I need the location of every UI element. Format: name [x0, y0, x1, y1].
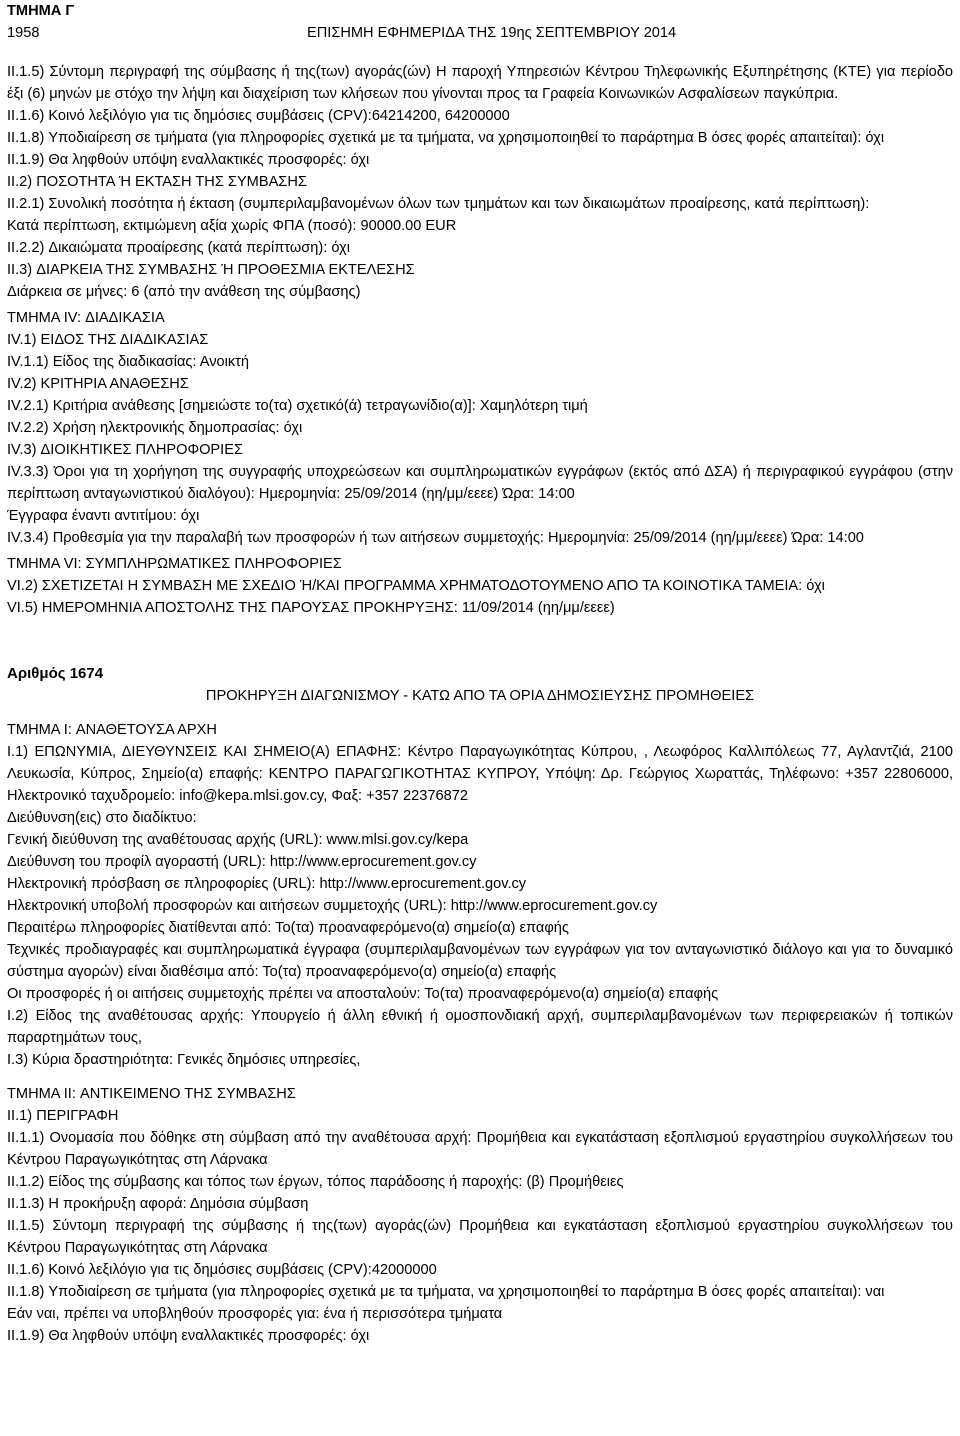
paragraph: Έγγραφα έναντι αντιτίμου: όχι — [7, 508, 200, 524]
paragraph: IV.1.1) Είδος της διαδικασίας: Ανοικτή — [7, 354, 250, 370]
section-label: ΤΜΗΜΑ Γ — [7, 3, 75, 19]
paragraph: II.2.2) Δικαιώματα προαίρεσης (κατά περίπτωση): όχι — [7, 240, 350, 256]
procedure-block — [7, 307, 953, 549]
paragraph: II.1.9) Θα ληφθούν υπόψη εναλλακτικές προσφορές: όχι — [7, 1328, 370, 1344]
paragraph: Εάν ναι, πρέπει να υποβληθούν προσφορές για: ένα ή περισσότερα τμήματα — [7, 1306, 503, 1322]
paragraph: IV.3) ΔΙΟΙΚΗΤΙΚΕΣ ΠΛΗΡΟΦΟΡΙΕΣ — [7, 442, 243, 458]
paragraph: Περαιτέρω πληροφορίες διατίθενται από: Το(τα) προαναφερόμενο(α) σημείο(α) επαφής — [7, 920, 569, 936]
paragraph: Κατά περίπτωση, εκτιμώμενη αξία χωρίς ΦΠΑ (ποσό): 90000.00 EUR — [7, 218, 457, 234]
document-body — [7, 61, 953, 1347]
paragraph: II.1) ΠΕΡΙΓΡΑΦΗ — [7, 1108, 119, 1124]
paragraph: I.1) ΕΠΩΝΥΜΙΑ, ΔΙΕΥΘΥΝΣΕΙΣ ΚΑΙ ΣΗΜΕΙΟ(Α) ΕΠΑΦΗΣ: Κέντρο Παραγωγικότητας Κύπρου, , Λεωφόρος Καλλιπόλεως 77, Αγλαντζιά, 2100 Λευκωσία, Κύπρος, Σημείο(α) επαφής: ΚΕΝΤΡΟ ΠΑΡΑΓΩΓΙΚΟΤΗΤΑΣ ΚΥΠΡΟΥ, Υπόψη: Δρ. Γεώργιος Χωραττάς, Τηλέφωνο: +357 22806000, Ηλεκτρονικό ταχυδρομείο: info@kepa.mlsi.gov.cy, Φαξ: +357 22376872 — [7, 744, 953, 804]
contract-object-block — [7, 1083, 953, 1347]
section-heading: ΤΜΗΜΑ II: ΑΝΤΙΚΕΙΜΕΝΟ ΤΗΣ ΣΥΜΒΑΣΗΣ — [7, 1086, 296, 1102]
paragraph: II.1.6) Κοινό λεξιλόγιο για τις δημόσιες συμβάσεις (CPV):42000000 — [7, 1262, 437, 1278]
gazette-title: ΕΠΙΣΗΜΗ ΕΦΗΜΕΡΙΔΑ ΤΗΣ 19ης ΣΕΠΤΕΜΒΡΙΟΥ 2014 — [307, 25, 677, 41]
paragraph: II.1.1) Ονομασία που δόθηκε στη σύμβαση από την αναθέτουσα αρχή: Προμήθεια και εγκατάσταση εξοπλισμού εργαστηρίου συγκολλήσεων του Κέντρου Παραγωγικότητας στη Λάρνακα — [7, 1130, 953, 1168]
paragraph: II.2) ΠΟΣΟΤΗΤΑ Ή ΕΚΤΑΣΗ ΤΗΣ ΣΥΜΒΑΣΗΣ — [7, 174, 307, 190]
paragraph: Γενική διεύθυνση της αναθέτουσας αρχής (URL): www.mlsi.gov.cy/kepa — [7, 832, 469, 848]
paragraph: II.1.8) Υποδιαίρεση σε τμήματα (για πληροφορίες σχετικά με τα τμήματα, να χρησιμοποιηθεί το παράρτημα Β όσες φορές απαιτείται): ναι — [7, 1284, 885, 1300]
paragraph: IV.2) ΚΡΙΤΗΡΙΑ ΑΝΑΘΕΣΗΣ — [7, 376, 189, 392]
paragraph: II.1.8) Υποδιαίρεση σε τμήματα (για πληροφορίες σχετικά με τα τμήματα, να χρησιμοποιηθεί το παράρτημα Β όσες φορές απαιτείται): όχι — [7, 130, 885, 146]
section-heading: ΤΜΗΜΑ IV: ΔΙΑΔΙΚΑΣΙΑ — [7, 310, 165, 326]
paragraph: Οι προσφορές ή οι αιτήσεις συμμετοχής πρέπει να αποσταλούν: Το(τα) προαναφερόμενο(α) σημείο(α) επαφής — [7, 986, 719, 1002]
paragraph: Τεχνικές προδιαγραφές και συμπληρωματικά έγγραφα (συμπεριλαμβανομένων των εγγράφων για τον ανταγωνιστικό διάλογο και για το δυναμικό σύστημα αγορών) είναι διαθέσιμα από: Το(τα) προαναφερόμενο(α) σημείο(α) επαφής — [7, 942, 953, 980]
section-heading: ΤΜΗΜΑ VI: ΣΥΜΠΛΗΡΩΜΑΤΙΚΕΣ ΠΛΗΡΟΦΟΡΙΕΣ — [7, 556, 342, 572]
paragraph: IV.3.3) Όροι για τη χορήγηση της συγγραφής υποχρεώσεων και συμπληρωματικών εγγράφων (εκτός από ΔΣΑ) ή περιγραφικού εγγράφου (στην περίπτωση ανταγωνιστικού διαλόγου): Ημερομηνία: 25/09/2014 (ηη/μμ/εεεε) Ώρα: 14:00 — [7, 464, 953, 502]
paragraph: Διεύθυνση(εις) στο διαδίκτυο: — [7, 810, 197, 826]
paragraph: II.1.6) Κοινό λεξιλόγιο για τις δημόσιες συμβάσεις (CPV):64214200, 64200000 — [7, 108, 510, 124]
additional-info-block — [7, 553, 953, 619]
paragraph: Ηλεκτρονική πρόσβαση σε πληροφορίες (URL): http://www.eprocurement.gov.cy — [7, 876, 527, 892]
paragraph: VI.2) ΣΧΕΤΙΖΕΤΑΙ Η ΣΥΜΒΑΣΗ ΜΕ ΣΧΕΔΙΟ Ή/ΚΑΙ ΠΡΟΓΡΑΜΜΑ ΧΡΗΜΑΤΟΔΟΤΟΥΜΕΝΟ ΑΠΟ ΤΑ ΚΟΙΝΟΤΙΚΑ ΤΑΜΕΙΑ: όχι — [7, 578, 825, 594]
contract-description-block — [7, 61, 953, 303]
paragraph: II.1.3) Η προκήρυξη αφορά: Δημόσια σύμβαση — [7, 1196, 309, 1212]
paragraph: Ηλεκτρονική υποβολή προσφορών και αιτήσεων συμμετοχής (URL): http://www.eprocurement.gov.cy — [7, 898, 658, 914]
notice-number: Αριθμός 1674 — [7, 665, 104, 682]
paragraph: I.3) Κύρια δραστηριότητα: Γενικές δημόσιες υπηρεσίες, — [7, 1052, 361, 1068]
paragraph: I.2) Είδος της αναθέτουσας αρχής: Υπουργείο ή άλλη εθνική ή ομοσπονδιακή αρχή, συμπεριλαμβανομένων των περιφερειακών ή τοπικών παραρτημάτων τους, — [7, 1008, 953, 1046]
paragraph: II.1.9) Θα ληφθούν υπόψη εναλλακτικές προσφορές: όχι — [7, 152, 370, 168]
paragraph: Διεύθυνση του προφίλ αγοραστή (URL): http://www.eprocurement.gov.cy — [7, 854, 477, 870]
paragraph: II.1.5) Σύντομη περιγραφή της σύμβασης ή της(των) αγοράς(ών) Προμήθεια και εγκατάσταση εξοπλισμού εργαστηρίου συγκολλήσεων του Κέντρου Παραγωγικότητας στη Λάρνακα — [7, 1218, 953, 1256]
section-heading: ΤΜΗΜΑ I: ΑΝΑΘΕΤΟΥΣΑ ΑΡΧΗ — [7, 722, 217, 738]
paragraph: IV.2.1) Κριτήρια ανάθεσης [σημειώστε το(τα) σχετικό(ά) τετραγωνίδιο(α)]: Χαμηλότερη τιμή — [7, 398, 588, 414]
page-number: 1958 — [7, 25, 40, 41]
paragraph: VI.5) ΗΜΕΡΟΜΗΝΙΑ ΑΠΟΣΤΟΛΗΣ ΤΗΣ ΠΑΡΟΥΣΑΣ ΠΡΟΚΗΡΥΞΗΣ: 11/09/2014 (ηη/μμ/εεεε) — [7, 600, 615, 616]
paragraph: IV.3.4) Προθεσμία για την παραλαβή των προσφορών ή των αιτήσεων συμμετοχής: Ημερομηνία: 25/09/2014 (ηη/μμ/εεεε) Ώρα: 14:00 — [7, 530, 864, 546]
paragraph: IV.1) ΕΙΔΟΣ ΤΗΣ ΔΙΑΔΙΚΑΣΙΑΣ — [7, 332, 209, 348]
notice-header — [7, 663, 953, 707]
paragraph: II.2.1) Συνολική ποσότητα ή έκταση (συμπεριλαμβανομένων όλων των τμημάτων και των δικαιωμάτων προαίρεσης, κατά περίπτωση): — [7, 196, 870, 212]
paragraph: II.3) ΔΙΑΡΚΕΙΑ ΤΗΣ ΣΥΜΒΑΣΗΣ Ή ΠΡΟΘΕΣΜΙΑ ΕΚΤΕΛΕΣΗΣ — [7, 262, 415, 278]
paragraph: Διάρκεια σε μήνες: 6 (από την ανάθεση της σύμβασης) — [7, 284, 361, 300]
contracting-authority-block — [7, 719, 953, 1071]
paragraph: IV.2.2) Χρήση ηλεκτρονικής δημοπρασίας: όχι — [7, 420, 303, 436]
paragraph: II.1.2) Είδος της σύμβασης και τόπος των έργων, τόπος παράδοσης ή παροχής: (β) Προμήθειες — [7, 1174, 624, 1190]
notice-title: ΠΡΟΚΗΡΥΞΗ ΔΙΑΓΩΝΙΣΜΟΥ - ΚΑΤΩ ΑΠΟ ΤΑ ΟΡΙΑ ΔΗΜΟΣΙΕΥΣΗΣ ΠΡΟΜΗΘΕΙΕΣ — [205, 688, 755, 704]
paragraph: II.1.5) Σύντομη περιγραφή της σύμβασης ή της(των) αγοράς(ών) Η παροχή Υπηρεσιών Κέντρου Τηλεφωνικής Εξυπηρέτησης (ΚΤΕ) για περίοδο έξι (6) μηνών με στόχο την λήψη και διαχείριση των κλήσεων που γίνονται προς τα Γραφεία Κοινωνικών Ασφαλίσεων παγκύπρια. — [7, 64, 953, 102]
